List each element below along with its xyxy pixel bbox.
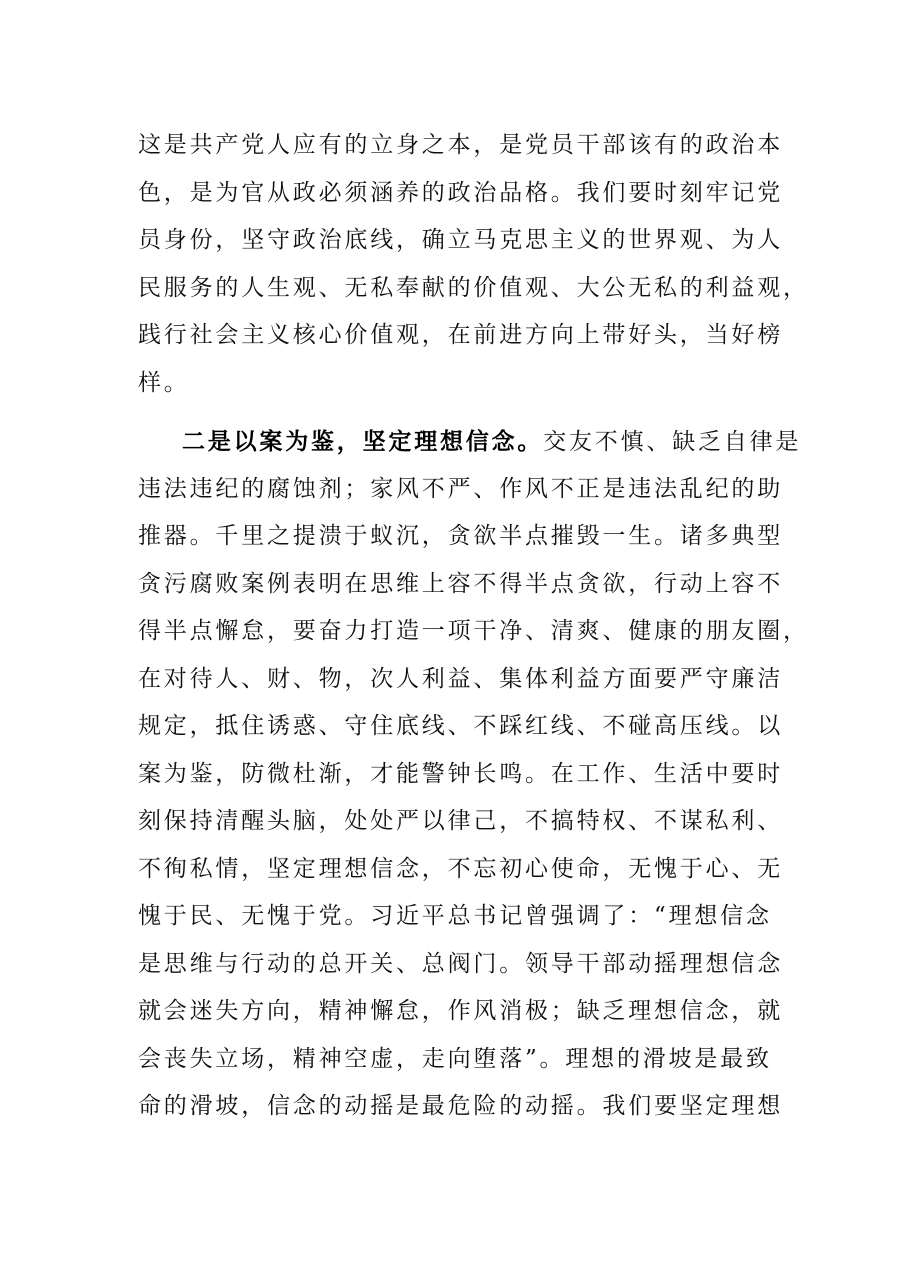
paragraph-2-line: 贪污腐败案例表明在思维上容不得半点贪欲，行动上容不: [138, 570, 783, 597]
paragraph-2-line: 在对待人、财、物，次人利益、集体利益方面要严守廉洁: [138, 665, 783, 692]
paragraph-2: [138, 418, 809, 1131]
paragraph-2-line: 是思维与行动的总开关、总阀门。领导干部动摇理想信念: [138, 950, 783, 977]
paragraph-2-line: 案为鉴，防微杜渐，才能警钟长鸣。在工作、生活中要时: [138, 760, 783, 787]
paragraph-1-line: 色，是为官从政必须涵养的政治品格。我们要时刻牢记党: [138, 179, 783, 206]
paragraph-2-line: 违法违纪的腐蚀剂；家风不严、作风不正是违法乱纪的助: [138, 475, 783, 502]
paragraph-1-line: 这是共产党人应有的立身之本，是党员干部该有的政治本: [138, 132, 783, 158]
paragraph-2-first-line: [138, 418, 802, 466]
paragraph-2-line: 规定，抵住诱惑、守住底线、不踩红线、不碰高压线。以: [138, 713, 783, 739]
paragraph-2-line: 会丧失立场，精神空虚，走向堕落”。理想的滑坡是最致: [138, 1045, 772, 1072]
paragraph-2-line: 刻保持清醒头脑，处处严以律己，不搞特权、不谋私利、: [138, 808, 783, 834]
paragraph-2-line: 得半点懈怠，要奋力打造一项干净、清爽、健康的朋友圈，: [138, 618, 809, 644]
paragraph-2-heading: 二是以案为鉴，坚定理想信念。: [182, 428, 544, 455]
paragraph-2-line: 推器。千里之提溃于蚁沉，贪欲半点摧毁一生。诸多典型: [138, 523, 783, 549]
paragraph-2-line: 命的滑坡，信念的动摇是最危险的动摇。我们要坚定理想: [138, 1093, 783, 1119]
paragraph-2-first-line-text: 交友不慎、缺乏自律是: [543, 429, 802, 455]
paragraph-2-line: 愧于民、无愧于党。习近平总书记曾强调了：“理想信念: [138, 903, 772, 929]
paragraph-1-line: 员身份，坚守政治底线，确立马克思主义的世界观、为人: [138, 227, 783, 253]
paragraph-1-line: 民服务的人生观、无私奉献的价值观、大公无私的利益观，: [138, 274, 809, 301]
paragraph-1: [138, 122, 809, 407]
paragraph-2-line: 不徇私情，坚定理想信念，不忘初心使命，无愧于心、无: [138, 855, 783, 882]
paragraph-2-line: 就会迷失方向，精神懈怠，作风消极；缺乏理想信念，就: [138, 998, 783, 1024]
paragraph-1-line: 践行社会主义核心价值观，在前进方向上带好头，当好榜: [138, 322, 783, 348]
paragraph-1-line: 样。: [138, 369, 190, 396]
